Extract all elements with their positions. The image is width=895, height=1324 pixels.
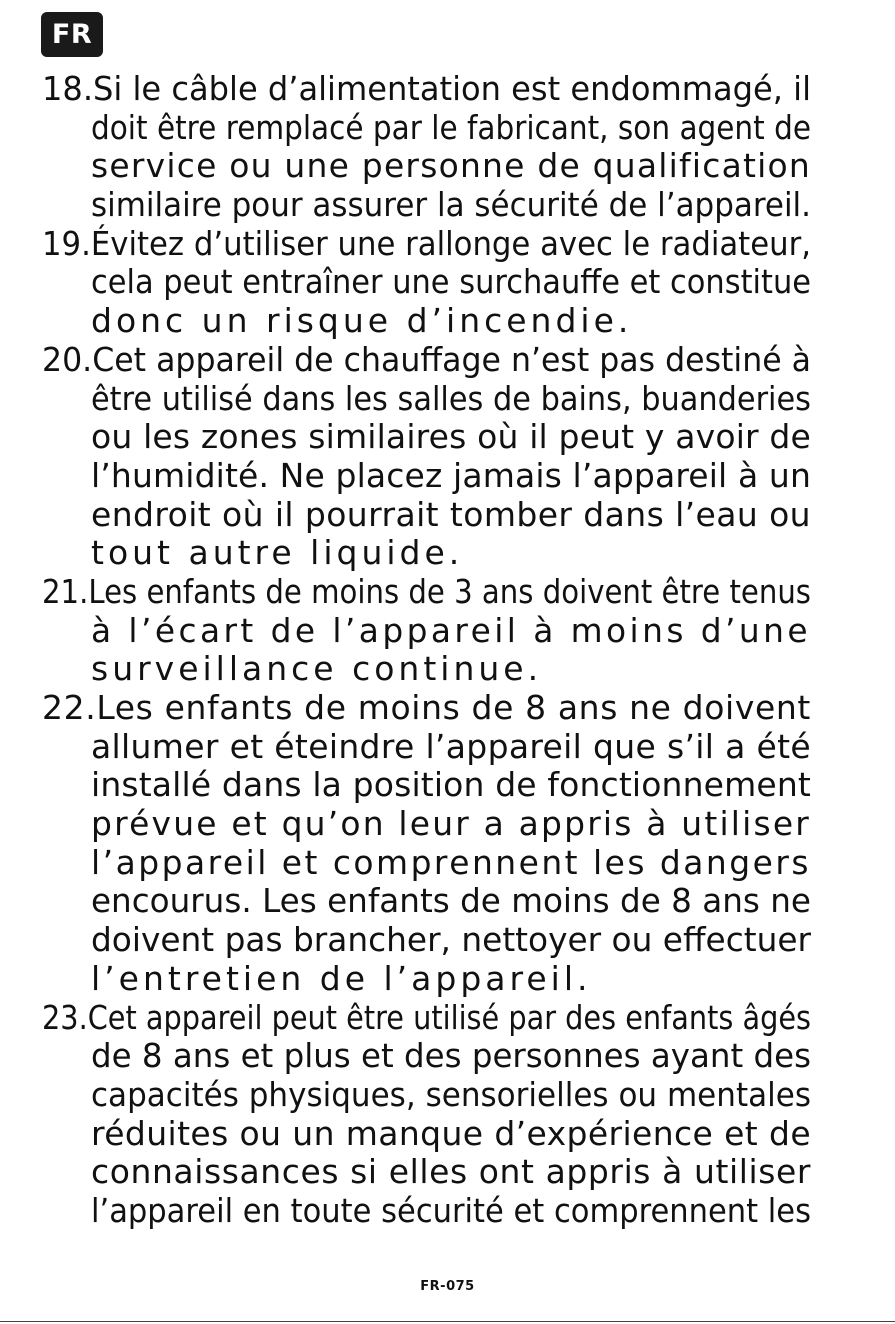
instruction-text: allumer et éteindre l’appareil que s’il a été bbox=[91, 726, 811, 766]
language-badge: FR bbox=[41, 12, 103, 57]
instruction-line bbox=[0, 612, 895, 651]
instruction-text: tout autre liquide. bbox=[91, 533, 464, 573]
instruction-text: surveillance continue. bbox=[91, 649, 543, 689]
instruction-text: capacités physiques, sensorielles ou mentales bbox=[91, 1074, 811, 1114]
instruction-text: de 8 ans et plus et des personnes ayant des bbox=[91, 1036, 811, 1076]
instruction-text: réduites ou un manque d’expérience et de bbox=[91, 1113, 811, 1153]
instruction-item bbox=[0, 999, 895, 1231]
instruction-text: l’humidité. Ne placez jamais l’appareil à un bbox=[91, 455, 811, 495]
instruction-text: l’appareil en toute sécurité et comprennent les bbox=[91, 1190, 811, 1230]
instruction-text: doivent pas brancher, nettoyer ou effectuer bbox=[91, 920, 811, 960]
instruction-line bbox=[0, 302, 895, 341]
instruction-line bbox=[0, 1192, 895, 1231]
instruction-item bbox=[0, 689, 895, 999]
instruction-line bbox=[0, 186, 895, 225]
instruction-line bbox=[0, 805, 895, 844]
instruction-text: 21.Les enfants de moins de 3 ans doivent être tenus bbox=[42, 571, 811, 611]
instruction-text: ou les zones similaires où il peut y avoir de bbox=[91, 417, 811, 457]
instruction-line bbox=[0, 1037, 895, 1076]
instruction-line bbox=[0, 844, 895, 883]
instruction-text: 22.Les enfants de moins de 8 ans ne doivent bbox=[42, 688, 811, 727]
instruction-first-line bbox=[0, 573, 895, 612]
instruction-line bbox=[0, 1153, 895, 1192]
instruction-text: doit être remplacé par le fabricant, son agent de bbox=[91, 107, 811, 147]
instruction-item bbox=[0, 225, 895, 341]
instruction-text: service ou une personne de qualification bbox=[91, 146, 811, 186]
instruction-line bbox=[0, 650, 895, 689]
instruction-line bbox=[0, 457, 895, 496]
instruction-text: prévue et qu’on leur a appris à utiliser bbox=[91, 804, 811, 844]
instruction-text: 23.Cet appareil peut être utilisé par des enfants âgés bbox=[42, 997, 811, 1037]
instruction-line bbox=[0, 534, 895, 573]
instruction-line bbox=[0, 380, 895, 419]
instruction-text: cela peut entraîner une surchauffe et constitue bbox=[91, 262, 811, 302]
instruction-text: similaire pour assurer la sécurité de l’appareil. bbox=[91, 185, 811, 225]
instruction-text: 20.Cet appareil de chauffage n’est pas destiné à bbox=[42, 339, 811, 379]
instruction-line bbox=[0, 960, 895, 999]
instruction-first-line bbox=[0, 225, 895, 264]
instruction-text: 19.Évitez d’utiliser une rallonge avec le radiateur, bbox=[42, 223, 811, 263]
instruction-line bbox=[0, 147, 895, 186]
instruction-line bbox=[0, 263, 895, 302]
instruction-text: 18.Si le câble d’alimentation est endommagé, il bbox=[42, 69, 811, 108]
safety-instructions bbox=[0, 70, 895, 1231]
instruction-line bbox=[0, 418, 895, 457]
instruction-line bbox=[0, 496, 895, 535]
instruction-text: endroit où il pourrait tomber dans l’eau ou bbox=[91, 494, 811, 534]
instruction-line bbox=[0, 882, 895, 921]
instruction-first-line bbox=[0, 341, 895, 380]
instruction-item bbox=[0, 573, 895, 689]
instruction-text: à l’écart de l’appareil à moins d’une bbox=[91, 610, 811, 650]
instruction-text: connaissances si elles ont appris à utiliser bbox=[91, 1152, 811, 1192]
instruction-text: donc un risque d’incendie. bbox=[91, 301, 633, 341]
instruction-line bbox=[0, 728, 895, 767]
instruction-line bbox=[0, 1115, 895, 1154]
instruction-first-line bbox=[0, 70, 895, 109]
instruction-text: l’entretien de l’appareil. bbox=[91, 958, 592, 998]
instruction-item bbox=[0, 341, 895, 573]
instruction-text: être utilisé dans les salles de bains, buanderies bbox=[91, 378, 811, 418]
instruction-text: encourus. Les enfants de moins de 8 ans ne bbox=[91, 881, 811, 921]
instruction-line bbox=[0, 1076, 895, 1115]
instruction-item bbox=[0, 70, 895, 225]
instruction-first-line bbox=[0, 999, 895, 1038]
bottom-divider bbox=[0, 1321, 895, 1322]
instruction-line bbox=[0, 766, 895, 805]
instruction-text: l’appareil et comprennent les dangers bbox=[91, 842, 811, 882]
instruction-line bbox=[0, 921, 895, 960]
instruction-line bbox=[0, 109, 895, 148]
instruction-text: installé dans la position de fonctionnement bbox=[91, 765, 811, 805]
page-number: FR-075 bbox=[420, 1279, 475, 1294]
instruction-first-line bbox=[0, 689, 895, 728]
